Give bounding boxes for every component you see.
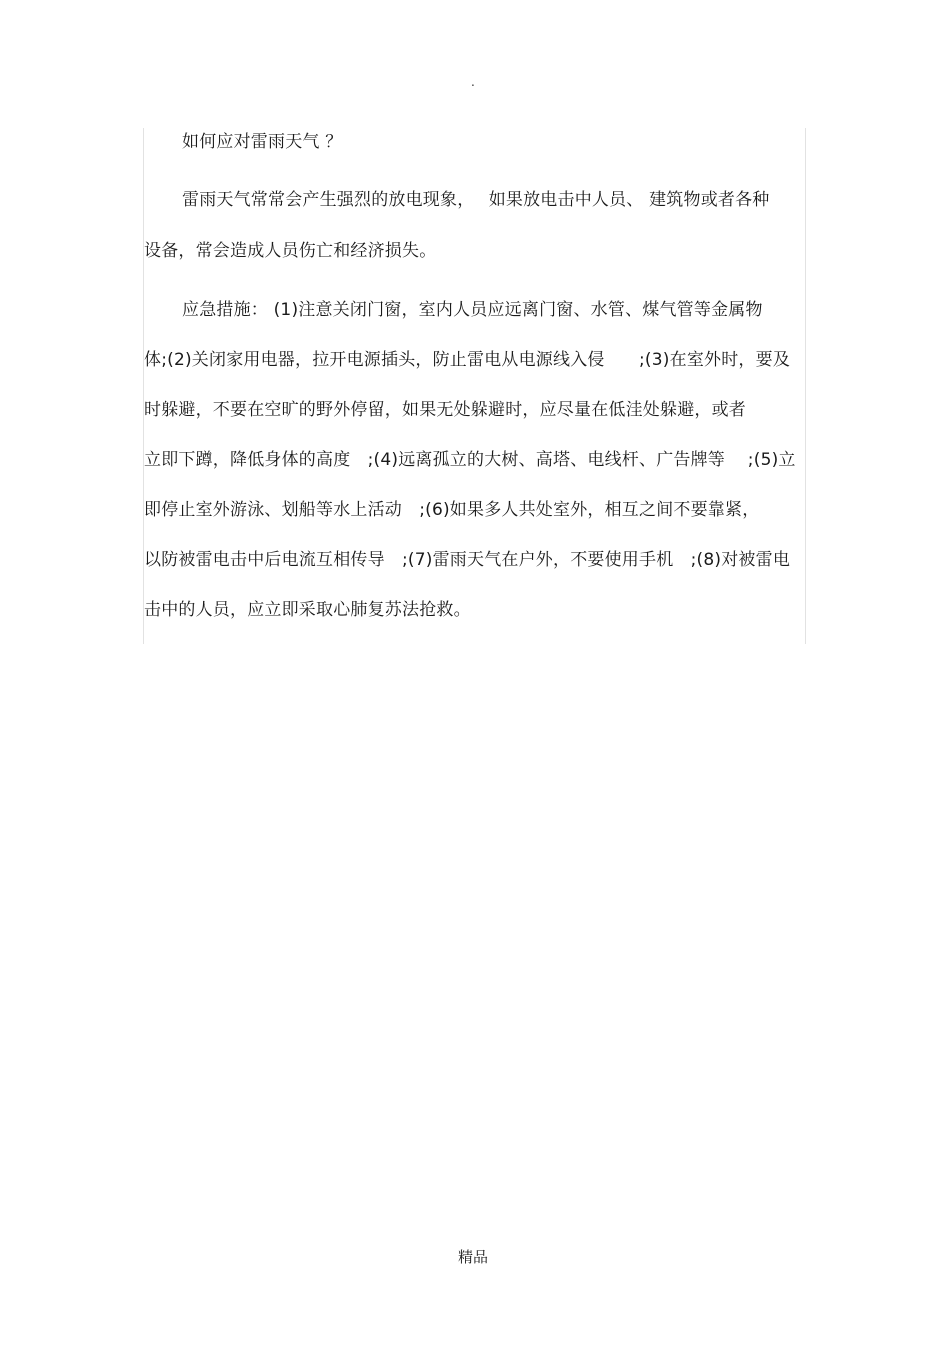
header-mark: . — [471, 75, 475, 89]
paragraph-2-line-1: 应急措施： (1)注意关闭门窗，室内人员应远离门窗、水管、煤气管等金属物 — [182, 300, 763, 320]
document-title: 如何应对雷雨天气 ？ — [182, 132, 343, 152]
paragraph-2-line-4: 立即下蹲，降低身体的高度 ;(4)远离孤立的大树、高塔、电线杆、广告牌等 ;(5)立 — [144, 450, 796, 470]
paragraph-2-line-7: 击中的人员，应立即采取心肺复苏法抢救。 — [144, 600, 471, 620]
paragraph-2-line-6: 以防被雷电击中后电流互相传导 ;(7)雷雨天气在户外，不要使用手机 ;(8)对被雷电 — [144, 550, 791, 570]
footer-label: 精品 — [458, 1248, 489, 1266]
paragraph-2-line-3: 时躲避，不要在空旷的野外停留，如果无处躲避时，应尽量在低洼处躲避，或者 — [144, 400, 746, 420]
paragraph-2-line-5: 即停止室外游泳、划船等水上活动 ;(6)如果多人共处室外，相互之间不要靠紧， — [144, 500, 760, 520]
paragraph-1-line-1: 雷雨天气常常会产生强烈的放电现象， 如果放电击中人员、 建筑物或者各种 — [182, 190, 770, 210]
paragraph-2-line-2: 体;(2)关闭家用电器，拉开电源插头，防止雷电从电源线入侵 ;(3)在室外时，要及 — [144, 350, 791, 370]
document-body — [143, 128, 806, 644]
paragraph-1-line-2: 设备，常会造成人员伤亡和经济损失。 — [144, 241, 437, 261]
